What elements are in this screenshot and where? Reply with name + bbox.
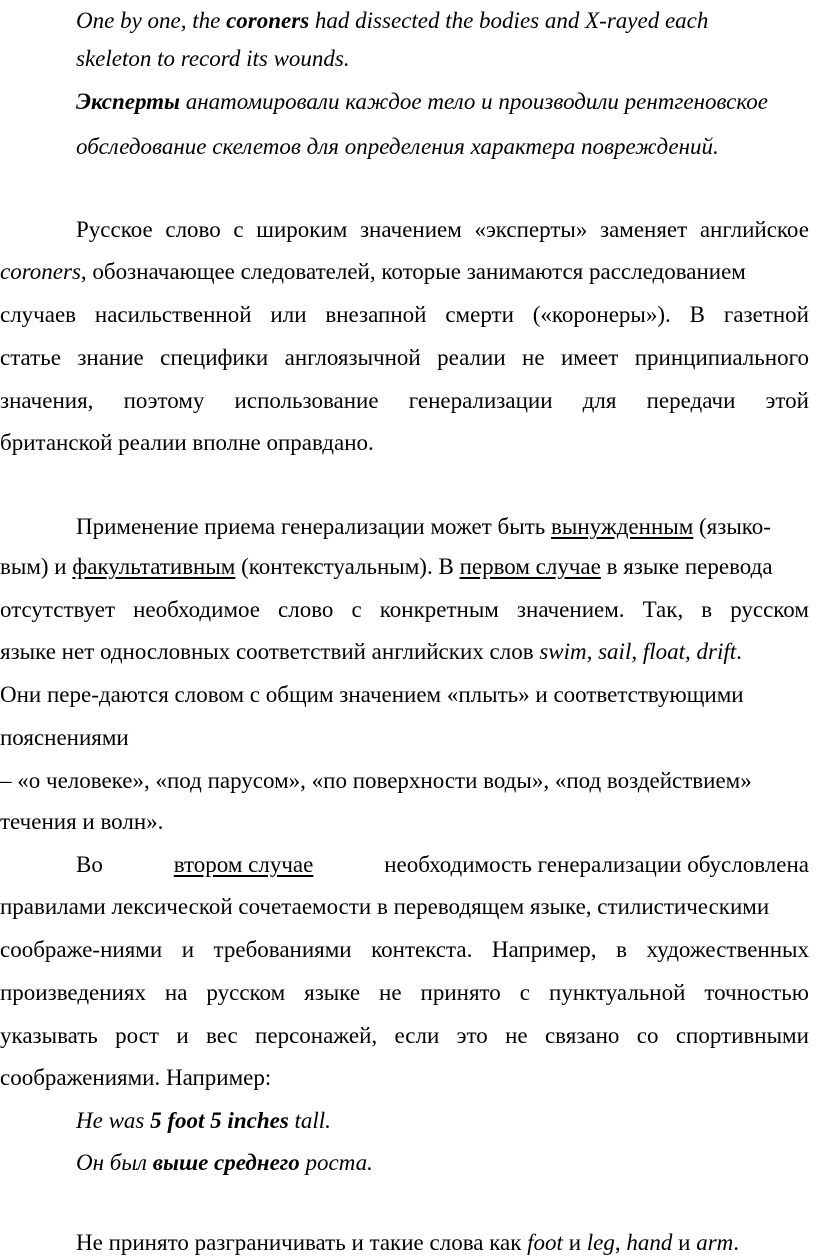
paragraph-2-line-1: Применение приема генерализации может быть вынужденным (языко- [76, 514, 771, 539]
paragraph-2-line-7: – «о человеке», «под парусом», «по поверхности воды», «под воздействием» [0, 768, 752, 793]
paragraph-3-line-6: соображениями. Например: [0, 1065, 272, 1090]
paragraph-2-line-4: языке нет однословных соответствий английских слов swim, sail, float, drift. [0, 639, 742, 664]
paragraph-3-line-5: указывать рост и вес персонажей, если это не связано со спортивными [0, 1023, 809, 1048]
paragraph-1-line-6: британской реалии вполне оправдано. [0, 430, 374, 455]
paragraph-2-line-3: отсутствует необходимое слово с конкретным значением. Так, в русском [0, 597, 809, 622]
paragraph-2-line-5: Они пере-даются словом с общим значением «плыть» и соответствующими [0, 682, 744, 707]
paragraph-1-line-1: Русское слово с широким значением «эксперты» заменяет английское [76, 217, 809, 242]
paragraph-2-line-2: вым) и факультативным (контекстуальным). В первом случае в языке перевода [0, 554, 773, 579]
paragraph-1-line-2: coroners , обозначающее следователей, которые занимаются расследованием [0, 259, 746, 284]
paragraph-4-line-1: Не принято разграничивать и такие слова как foot и leg, hand и arm. [76, 1230, 739, 1255]
paragraph-1-line-4: статье знание специфики англоязычной реалии не имеет принципиального [0, 345, 809, 370]
paragraph-2-line-6: пояснениями [0, 725, 129, 750]
paragraph-3-line-3: соображе-ниями и требованиями контекста. Например, в художественных [0, 937, 809, 962]
paragraph-3-line-1: Во втором случае необходимость генерализации обусловлена [76, 852, 809, 877]
paragraph-2-line-8: течения и волн». [0, 809, 164, 834]
example-en-line-2: skeleton to record its wounds. [76, 46, 350, 71]
example-2-ru: Он был выше среднего роста. [76, 1150, 373, 1175]
example-en-line-1: One by one, the coroners had dissected the bodies and X-rayed each [76, 8, 709, 33]
example-ru-line-1: Эксперты анатомировали каждое тело и производили рентгеновское [76, 89, 768, 114]
paragraph-3-line-2: правилами лексической сочетаемости в переводящем языке, стилистическими [0, 894, 770, 919]
example-ru-line-2: обследование скелетов для определения характера повреждений. [76, 134, 719, 159]
paragraph-1-line-3: случаев насильственной или внезапной смерти («коронеры»). В газетной [0, 302, 809, 327]
paragraph-3-line-4: произведениях на русском языке не принято с пунктуальной точностью [0, 980, 809, 1005]
paragraph-1-line-5: значения, поэтому использование генерализации для передачи этой [0, 388, 809, 413]
example-2-en: He was 5 foot 5 inches tall. [76, 1108, 331, 1133]
